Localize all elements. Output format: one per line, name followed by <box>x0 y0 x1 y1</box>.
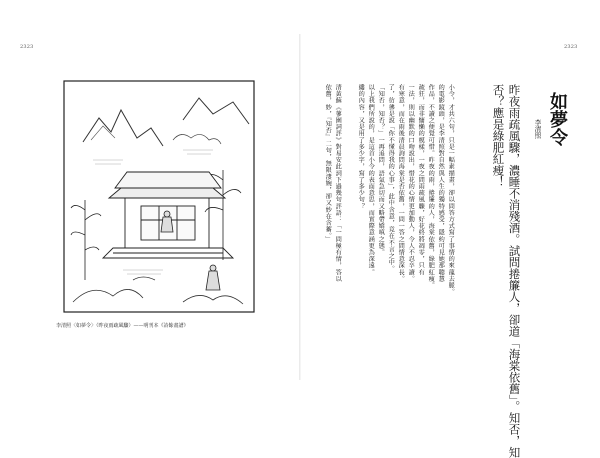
poem-author: 李清照 <box>533 119 542 139</box>
right-page <box>302 36 584 458</box>
commentary-column: 「知否，知否？」一再追問，語氣急切而又略帶嬌嗔之態。 <box>377 84 385 256</box>
commentary-column: 以上我們所說的，是這首小令的表面意思，而實際意涵更為深遠。 <box>367 84 375 276</box>
caption-text: 李清照〈如夢令〉（昨夜雨疏風驟）——明刊本《詩餘畫譜》 <box>56 323 189 329</box>
poem-line: 否？應是綠肥紅瘦！ <box>491 84 506 188</box>
commentary-column: 疏狂，而非慵懶的模樣，一夜之間雨疏風驟，好花終將凋零，只有 <box>417 84 425 276</box>
commentary-column: 有寒意，而在雨後清晨詢問海棠是否依舊，一問一答之間情意深長。 <box>397 84 405 282</box>
book-gutter <box>299 34 301 380</box>
poem-line: 昨夜雨疏風驟，濃睡不消殘酒。試問捲簾人，卻道「海棠依舊」。知否，知 <box>507 84 522 458</box>
illustration-caption <box>56 322 266 329</box>
commentary-column: 依舊，妙，『知否』二句，無限淒婉，卻又妙在含蓄。」 <box>324 84 332 243</box>
commentary-column: 一法，則以幽默的口吻說出，惜花的心情更加動人，令人不忍卒讀。 <box>407 84 415 282</box>
commentary-column: 作品，不讀之便覺可惜。昨夜的雨，捲簾的人，海棠依舊，綠肥紅瘦。 <box>427 84 435 289</box>
woodblock-illustration <box>63 80 255 313</box>
commentary-column: 清黃蘇《蓼園詞評》對易安此詞下過幾句評語：「一問極有情，答以 <box>334 84 342 282</box>
commentary-column: 縷的內容，又是用了多少字，寫了多少句？ <box>357 84 365 210</box>
poem-title: 如夢令 <box>547 92 568 146</box>
commentary-column: 了，彷彿是說「你不懂得我的心事」，此中含意，竟在不言之中。 <box>387 84 395 273</box>
commentary-column: 的電影鏡頭，是李清照對自然與人生的獨特感受，隱約可見她那聰慧 <box>437 84 445 282</box>
commentary-column: 小令，才共六句，只是一幅素描畫，卻以問答方式寫了事情的來龍去脈。 <box>447 84 455 296</box>
left-page <box>16 36 298 376</box>
page-number-left: 2323 <box>20 44 34 50</box>
page-number-right: 2323 <box>564 44 578 50</box>
